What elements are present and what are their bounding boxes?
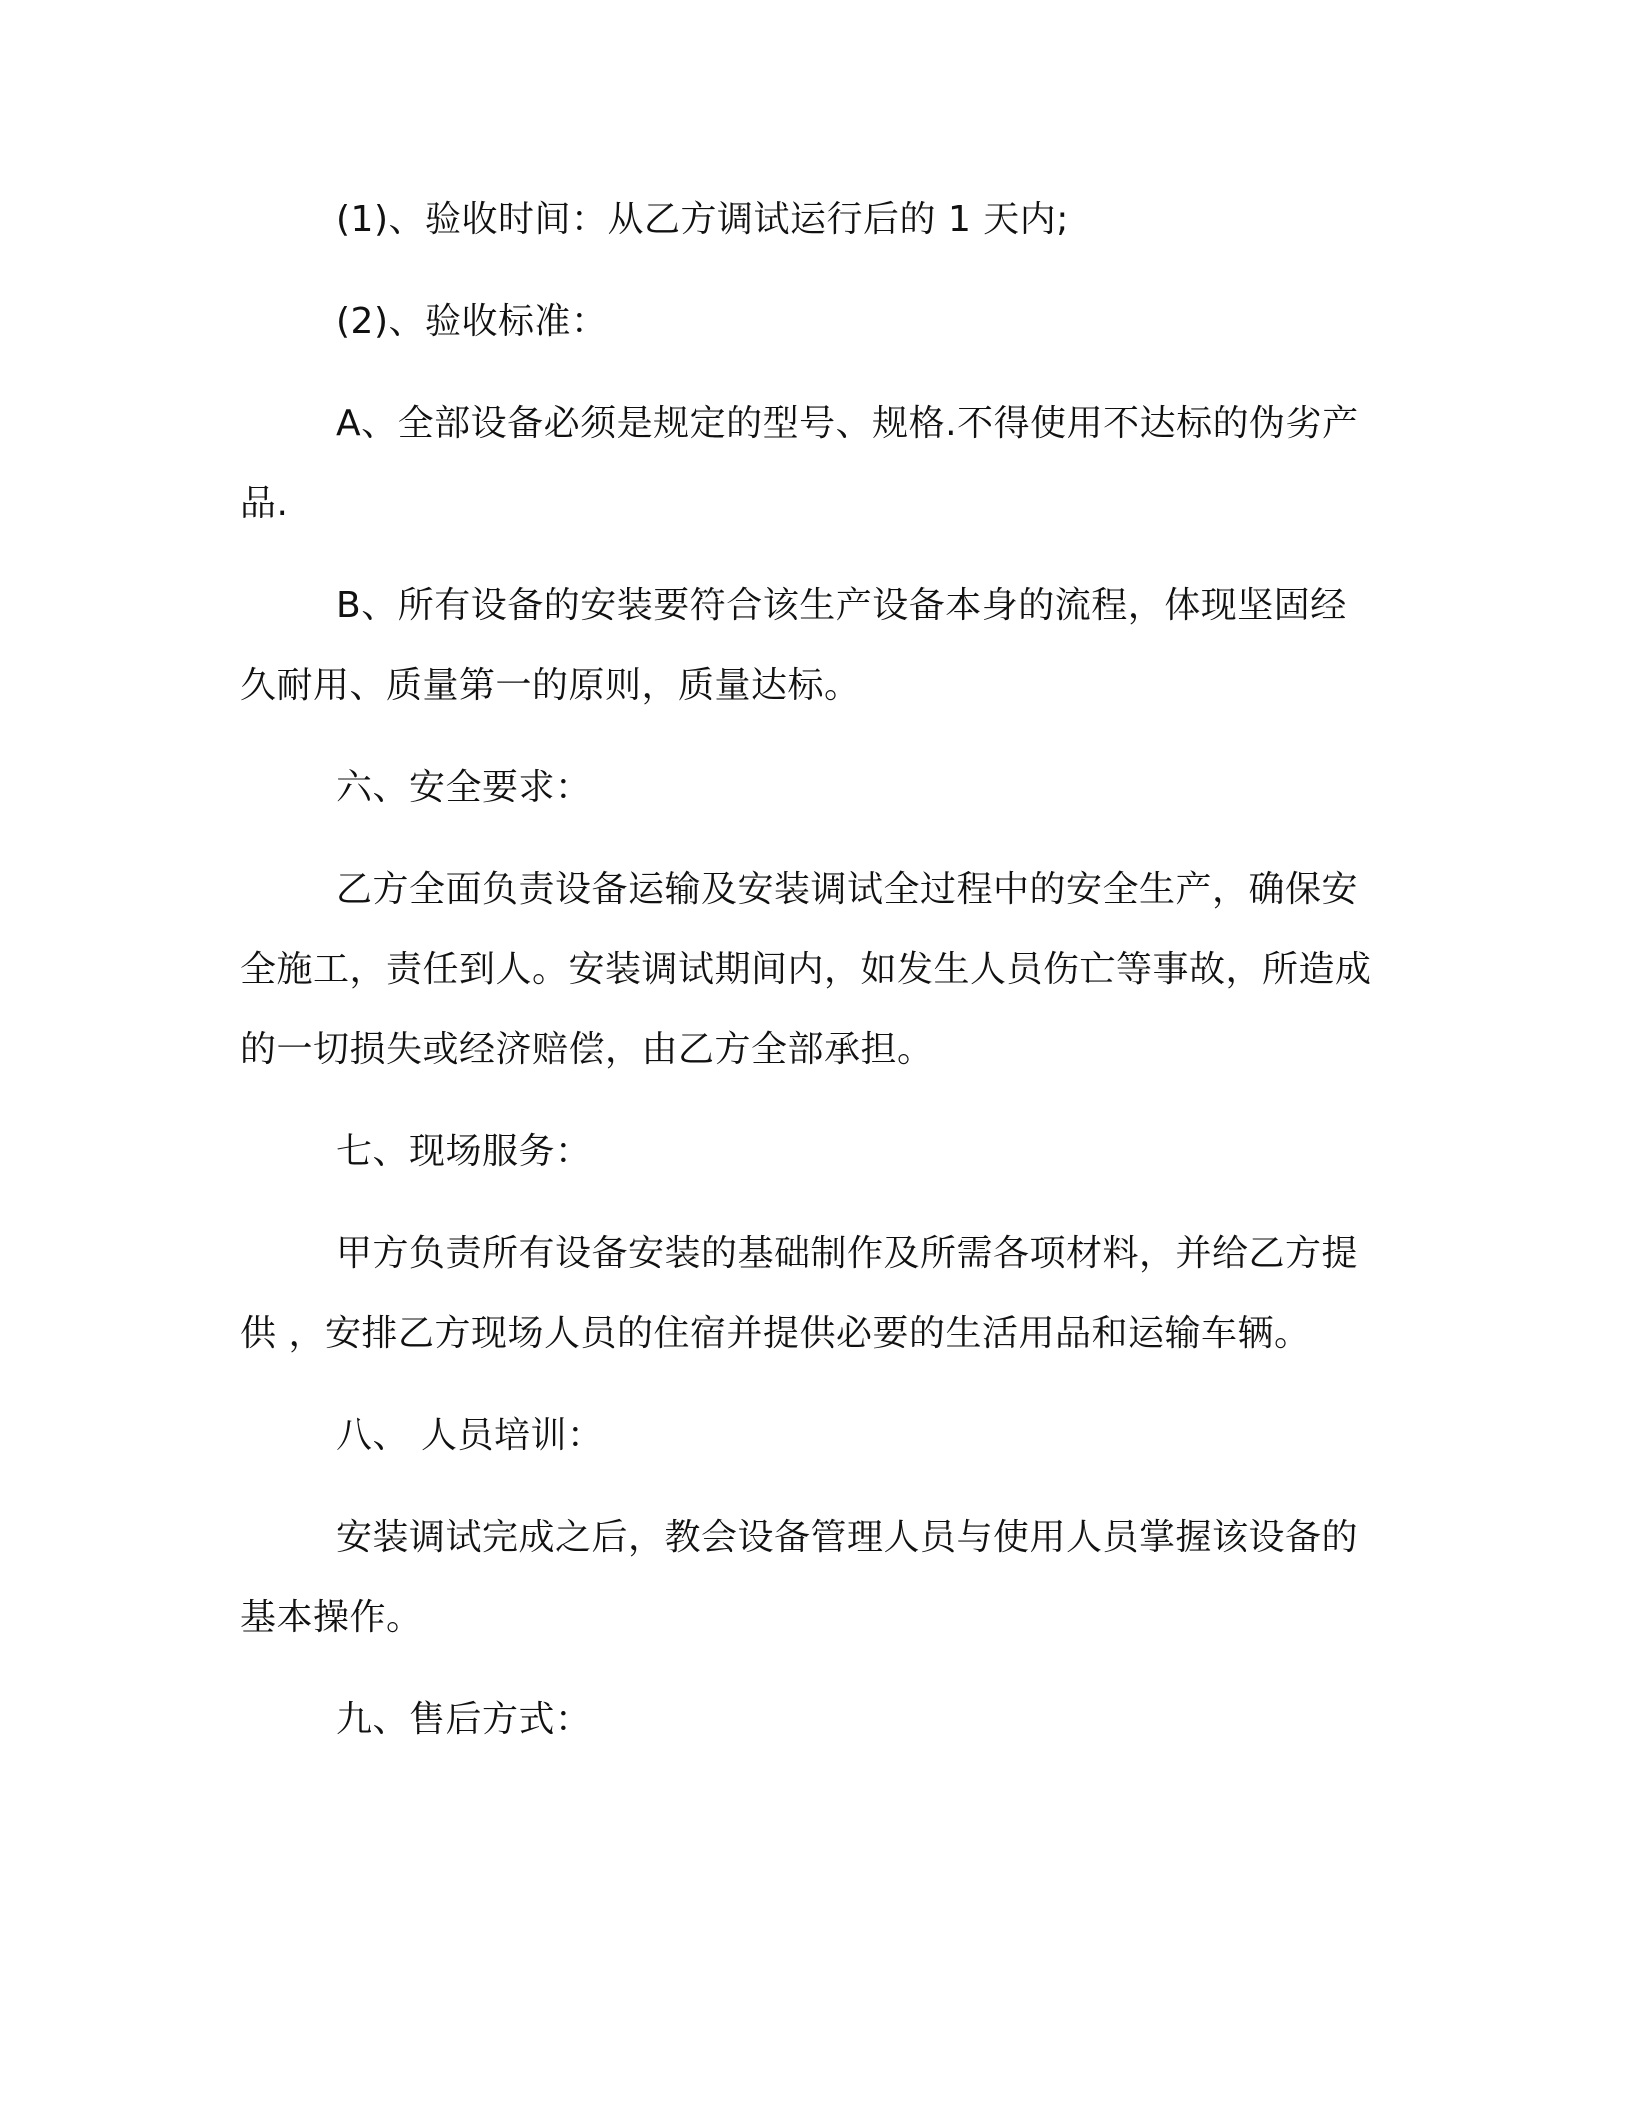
standard-b-paragraph: B、所有设备的安装要符合该生产设备本身的流程，体现坚固经久耐用、质量第一的原则，质量达标。 [240,585,1347,706]
section-nine-heading: 九、售后方式： [336,1699,592,1740]
section-seven-heading: 七、现场服务： [336,1131,592,1172]
acceptance-time-item: (1)、验收时间：从乙方调试运行后的 1 天内; [336,199,1069,240]
training-paragraph: 安装调试完成之后，教会设备管理人员与使用人员掌握该设备的基本操作。 [240,1517,1359,1638]
onsite-service-paragraph: 甲方负责所有设备安装的基础制作及所需各项材料，并给乙方提供 ，安排乙方现场人员的住宿并提供必要的生活用品和运输车辆。 [240,1233,1359,1354]
section-eight-heading: 八、 人员培训： [336,1415,604,1456]
safety-paragraph: 乙方全面负责设备运输及安装调试全过程中的安全生产，确保安全施工，责任到人。安装调试期间内，如发生人员伤亡等事故，所造成的一切损失或经济赔偿，由乙方全部承担。 [240,869,1372,1070]
standard-a-paragraph: A、全部设备必须是规定的型号、规格.不得使用不达标的伪劣产品. [240,403,1359,524]
section-six-heading: 六、安全要求： [336,767,592,808]
acceptance-standard-item: (2)、验收标准： [336,301,608,342]
